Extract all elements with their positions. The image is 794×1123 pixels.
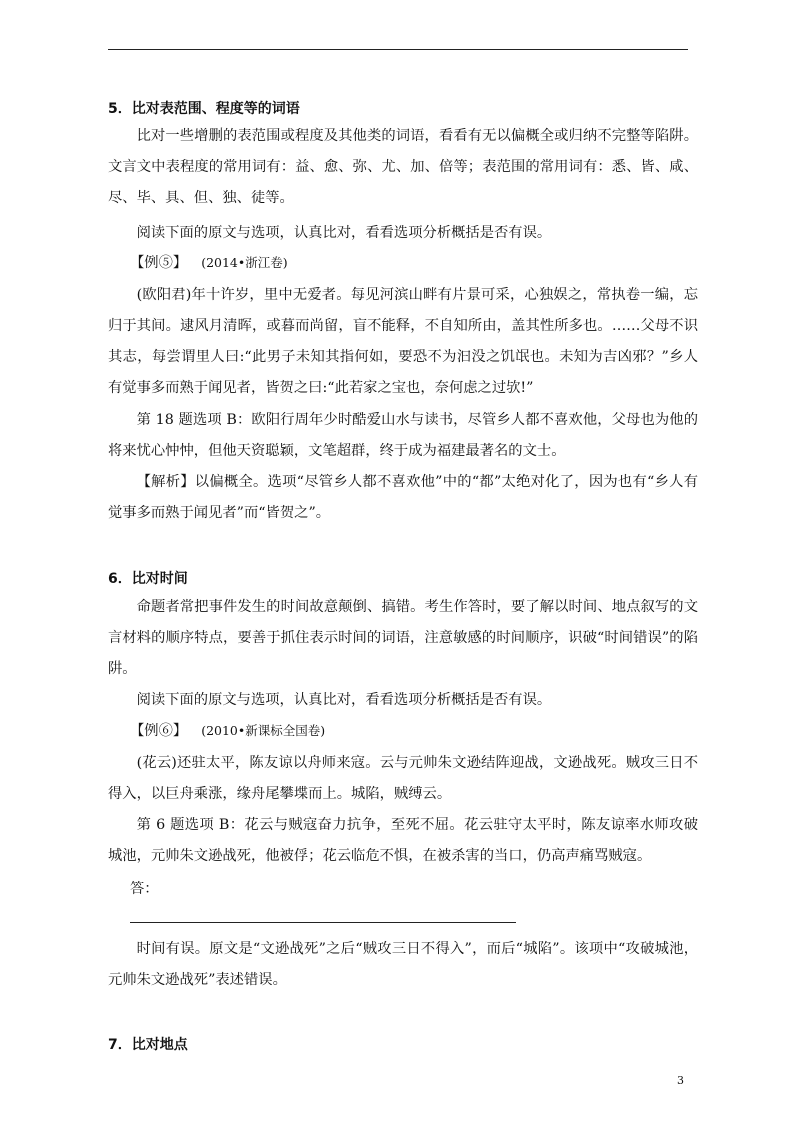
example-6-answer: 时间有误。原文是“文逊战死”之后“贼攻三日不得入”，而后“城陷”。该项中“攻破城池，元帅朱文逊战死”表述错误。	[108, 941, 698, 988]
answer-label: 答：	[130, 881, 159, 897]
section-6-heading: 6．比对时间	[108, 571, 188, 587]
example-6-number: 【例⑥】	[130, 723, 188, 739]
example-5-analysis: 【解析】以偏概全。选项“尽管乡人都不喜欢他”中的“都”太绝对化了，因为也有“乡人有觉事多而熟于闻见者”而“皆贺之”。	[108, 474, 698, 521]
example-5-source: (2014•浙江卷)	[201, 255, 288, 270]
section-5-heading: 5．比对表范围、程度等的词语	[108, 101, 300, 117]
example-5-number: 【例⑤】	[130, 255, 188, 271]
example-5-label	[130, 252, 288, 272]
example-5-option: 第 18 题选项 B：欧阳行周年少时酷爱山水与读书，尽管乡人都不喜欢他，父母也为他的将来忧心忡忡，但他天资聪颖，文笔超群，终于成为福建最著名的文士。	[108, 412, 698, 459]
section-5-intro: 比对一些增删的表范围或程度及其他类的词语，看看有无以偏概全或归纳不完整等陷阱。文言文中表程度的常用词有：益、愈、弥、尤、加、倍等；表范围的常用词有：悉、皆、咸、尽、毕、具、但、独、徒等。	[108, 128, 698, 206]
example-6-label	[130, 720, 325, 740]
section-6-instruction: 阅读下面的原文与选项，认真比对，看看选项分析概括是否有误。	[136, 692, 552, 708]
example-6-option: 第 6 题选项 B：花云与贼寇奋力抗争，至死不屈。花云驻守太平时，陈友谅率水师攻破城池，元帅朱文逊战死，他被俘；花云临危不惧，在被杀害的当口，仍高声痛骂贼寇。	[108, 817, 698, 864]
section-5-instruction: 阅读下面的原文与选项，认真比对，看看选项分析概括是否有误。	[136, 225, 552, 241]
example-6-original-text: (花云)还驻太平，陈友谅以舟师来寇。云与元帅朱文逊结阵迎战，文逊战死。贼攻三日不得入，以巨舟乘涨，缘舟尾攀堞而上。城陷，贼缚云。	[108, 755, 698, 802]
header-rule	[108, 49, 688, 50]
example-5-original-text: (欧阳君)年十许岁，里中无爱者。每见河滨山畔有片景可采，心独娱之，常执卷一编，忘归于其间。逮风月清晖，或暮而尚留，盲不能释，不自知所由，盖其性所多也。……父母不识其志，每尝谓里人曰:“此男子未知其指何如，要恐不为汩没之饥氓也。未知为吉凶邪？”乡人有觉事多而熟于闻见者，皆贺之曰:“此若家之宝也，奈何虑之过欤!”	[108, 287, 698, 396]
section-6-intro: 命题者常把事件发生的时间故意颠倒、搞错。考生作答时，要了解以时间、地点叙写的文言材料的顺序特点，要善于抓住表示时间的词语，注意敏感的时间顺序，识破“时间错误”的陷阱。	[108, 599, 698, 677]
page-number: 3	[677, 1074, 684, 1087]
example-6-source: (2010•新课标全国卷)	[201, 723, 326, 738]
section-7-heading: 7．比对地点	[108, 1037, 188, 1053]
answer-line	[130, 922, 516, 923]
